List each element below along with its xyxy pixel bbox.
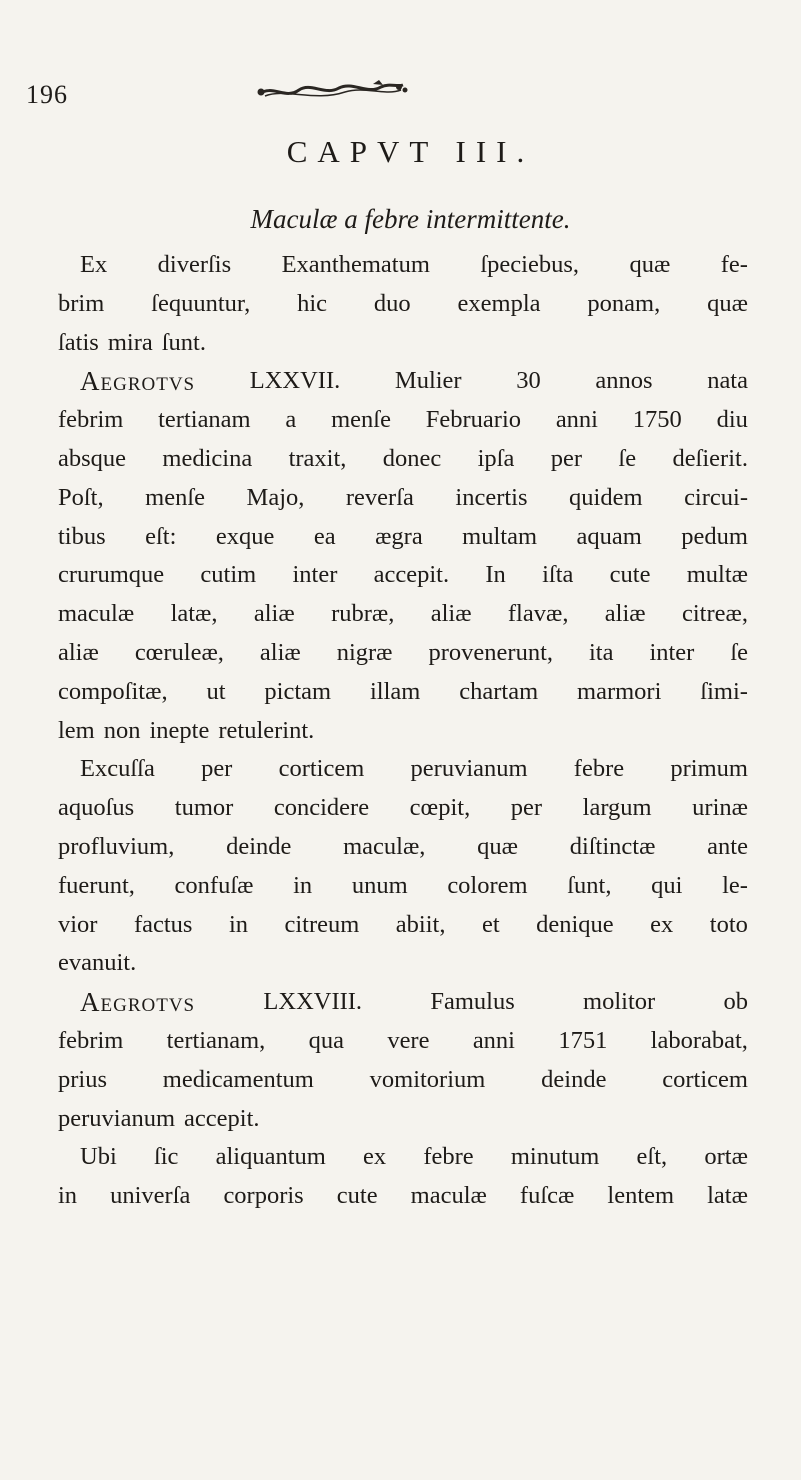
text-line: peruvianum accepit. [58,1104,260,1132]
text-line: vior factus in citreum abiit, et denique ex toto [58,910,748,938]
text-line: fuerunt, confuſæ in unum colorem ſunt, qui le- [58,871,748,899]
text-line: Poſt, menſe Majo, reverſa incertis quidem circui- [58,483,748,511]
body-text [58,246,748,1216]
text-line: prius medicamentum vomitorium deinde corticem [58,1065,748,1093]
text-line: crurumque cutim inter accepit. In iſta cute multæ [58,561,748,589]
patient-label: AEGROTVS [80,987,196,1018]
text-line: aliæ cœruleæ, aliæ nigræ provenerunt, ita inter ſe [58,638,748,666]
text-line: ſatis mira ſunt. [58,328,206,356]
text-line: maculæ latæ, aliæ rubræ, aliæ flavæ, aliæ citreæ, [58,600,748,628]
text-line: AEGROTVS LXXVIII. Famulus molitor ob [58,983,748,1022]
text-line: profluvium, deinde maculæ, quæ diſtinctæ ante [58,832,748,860]
text-line: aquoſus tumor concidere cœpit, per largum urinæ [58,794,748,822]
text-line: Ubi ſic aliquantum ex febre minutum eſt, ortæ [80,1143,748,1171]
text-line: tibus eſt: exque ea ægra multam aquam pedum [58,522,748,550]
text-line: AEGROTVS LXXVII. Mulier 30 annos nata [58,362,748,401]
text-line: compoſitæ, ut pictam illam chartam marmori ſimi- [58,677,748,705]
text-line: brim ſequuntur, hic duo exempla ponam, quæ [58,289,748,317]
text-line: in univerſa corporis cute maculæ fuſcæ lentem latæ [58,1182,748,1210]
chapter-heading: CAPVT III. [286,134,535,169]
chapter-subtitle: Maculæ a febre intermittente. [250,204,571,234]
text-line: Excuſſa per corticem peruvianum febre primum [80,755,748,783]
text-line: febrim tertianam a menſe Februario anni 1750 diu [58,406,748,434]
text-line: Ex diverſis Exanthematum ſpeciebus, quæ fe- [80,251,748,278]
text-line: febrim tertianam, qua vere anni 1751 laborabat, [58,1026,748,1054]
text-line: lem non inepte retulerint. [58,716,315,744]
patient-label: AEGROTVS [80,366,196,397]
printers-ornament-icon [255,78,410,104]
text-line: evanuit. [58,949,137,977]
text-line: absque medicina traxit, donec ipſa per ſe deſierit. [58,444,748,472]
page-number: 196 [26,80,68,109]
